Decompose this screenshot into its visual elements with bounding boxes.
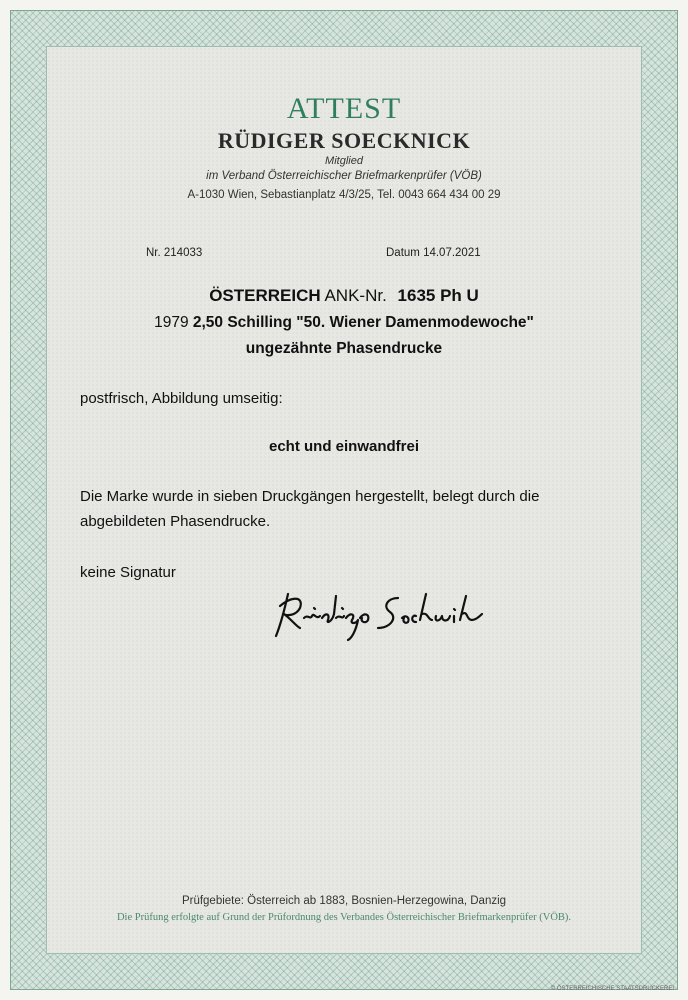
examiner-name: RÜDIGER SOECKNICK [217, 128, 471, 153]
address-line: A-1030 Wien, Sebastianplatz 4/3/25, Tel. 0043 664 434 00 29 [187, 189, 501, 201]
examination-areas: Prüfgebiete: Österreich ab 1883, Bosnien-Herzegowina, Danzig [181, 895, 507, 907]
certificate-date: Datum 14.07.2021 [386, 247, 481, 259]
country: ÖSTERREICH [209, 286, 321, 305]
stamp-year: 1979 [154, 314, 189, 331]
verdict-text: echt und einwandfrei [268, 438, 419, 455]
member-label: Mitglied [325, 155, 363, 167]
condition-text: postfrisch, Abbildung umseitig: [80, 390, 283, 407]
stamp-variant: ungezähnte Phasendrucke [245, 340, 443, 357]
certificate-number: Nr. 214033 [146, 247, 203, 259]
handwritten-signature [270, 584, 490, 644]
catalog-number: 1635 Ph U [397, 286, 479, 305]
signature-note: keine Signatur [80, 564, 176, 581]
stamp-identification [0, 286, 688, 306]
association-line: im Verband Österreichischer Briefmarkenprüfer (VÖB) [206, 170, 482, 182]
description-line-2: abgebildeten Phasendrucke. [80, 513, 271, 530]
catalog-label: ANK-Nr. [324, 286, 387, 305]
examination-regulation: Die Prüfung erfolgte auf Grund der Prüfordnung des Verbandes Österreichischer Briefmarkenprüfer (VÖB). [116, 912, 572, 923]
printer-mark: © ÖSTERREICHISCHE STAATSDRUCKEREI [550, 986, 674, 992]
description-line-1: Die Marke wurde in sieben Druckgängen hergestellt, belegt durch die [80, 488, 540, 505]
attest-title: ATTEST [286, 92, 402, 125]
stamp-description [0, 314, 688, 332]
stamp-title: 2,50 Schilling "50. Wiener Damenmodewoche" [192, 314, 534, 331]
